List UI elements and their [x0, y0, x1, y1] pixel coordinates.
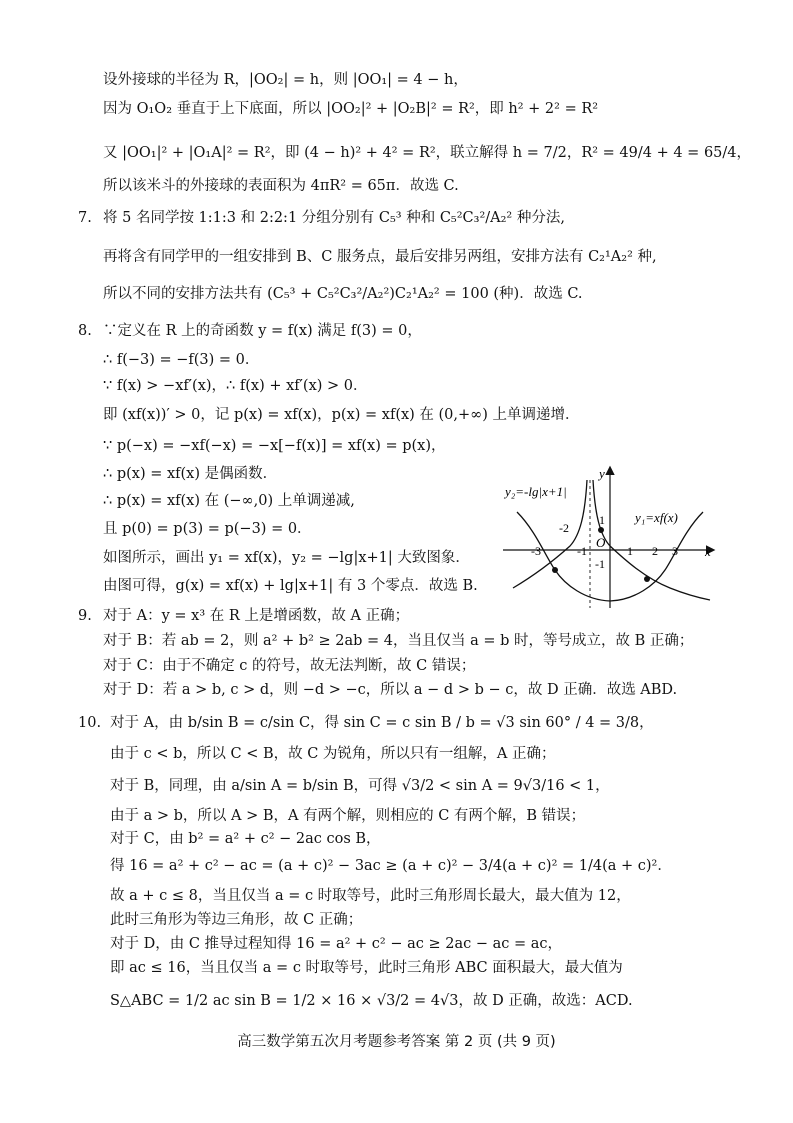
question-number: 7.: [78, 210, 92, 226]
axis-label-y: y: [599, 466, 605, 481]
tick-label: 2: [652, 544, 658, 558]
text-line: 对于 B，同理，由 a/sin A = b/sin B，可得 √3/2 < sin A = 9√3/16 < 1，: [110, 778, 610, 794]
text-line: ∵ f(x) > −xf′(x)，∴ f(x) + xf′(x) > 0．: [103, 378, 368, 394]
text-line: 对于 D，由 C 推导过程知得 16 = a² + c² − ac ≥ 2ac − ac = ac，: [110, 936, 562, 952]
page-footer: 高三数学第五次月考题参考答案 第 2 页 (共 9 页): [237, 1034, 556, 1050]
curve-label-y2: y₂=-lg|x+1|: [505, 484, 567, 499]
text-line: 由于 a > b，所以 A > B，A 有两个解，则相应的 C 有两个解，B 错误；: [110, 808, 586, 824]
text-line: 再将含有同学甲的一组安排到 B、C 服务点，最后安排另两组，安排方法有 C₂¹A₂² 种,: [103, 249, 657, 265]
text-line: ∴ p(x) = xf(x) 在 (−∞,0) 上单调递减,: [103, 493, 355, 509]
text-line: 设外接球的半径为 R，|OO₂| = h，则 |OO₁| = 4 − h，: [103, 72, 468, 88]
curve-label-y1: y₁=xf(x): [635, 510, 678, 525]
intersection-point: [552, 567, 558, 573]
text-line: 且 p(0) = p(3) = p(−3) = 0．: [103, 521, 312, 537]
text-line: 即 ac ≤ 16，当且仅当 a = c 时取等号，此时三角形 ABC 面积最大，最大值为: [110, 960, 623, 976]
text-line: 故 a + c ≤ 8，当且仅当 a = c 时取等号，此时三角形周长最大，最大值为 12，: [110, 888, 631, 904]
origin-label: O: [596, 535, 606, 550]
tick-label: -2: [559, 521, 569, 535]
question-number: 8.: [78, 323, 92, 339]
function-graph: [495, 460, 725, 610]
tick-label: -1: [577, 544, 587, 558]
text-line: 如图所示，画出 y₁ = xf(x)，y₂ = −lg|x+1| 大致图象．: [103, 550, 470, 566]
tick-label: 3: [672, 544, 678, 558]
text-line: 即 (xf(x))′ > 0，记 p(x) = xf(x)，p(x) = xf(x) 在 (0,+∞) 上单调递增．: [103, 407, 580, 423]
text-line: 所以该米斗的外接球的表面积为 4πR² = 65π．故选 C.: [103, 178, 459, 194]
text-line: 对于 B：若 ab = 2，则 a² + b² ≥ 2ab = 4，当且仅当 a = b 时，等号成立，故 B 正确；: [103, 633, 694, 649]
text-line: 因为 O₁O₂ 垂直于上下底面，所以 |OO₂|² + |O₂B|² = R²，即 h² + 2² = R²: [103, 101, 599, 117]
text-line: 又 |OO₁|² + |O₁A|² = R²，即 (4 − h)² + 4² = R²，联立解得 h = 7/2，R² = 49/4 + 4 = 65/4，: [103, 145, 752, 161]
tick-label: 1: [599, 513, 605, 527]
text-line: 对于 A：y = x³ 在 R 上是增函数，故 A 正确；: [103, 608, 410, 624]
text-line: 由图可得，g(x) = xf(x) + lg|x+1| 有 3 个零点．故选 B.: [103, 578, 478, 594]
text-line: 对于 C：由于不确定 c 的符号，故无法判断，故 C 错误；: [103, 658, 476, 674]
tick-label: 1: [627, 544, 633, 558]
intersection-point: [598, 527, 604, 533]
text-line: 得 16 = a² + c² − ac = (a + c)² − 3ac ≥ (a + c)² − 3/4(a + c)² = 1/4(a + c)²．: [110, 858, 672, 874]
text-line: S△ABC = 1/2 ac sin B = 1/2 × 16 × √3/2 = 4√3，故 D 正确，故选：ACD.: [110, 993, 633, 1009]
text-line: 对于 C，由 b² = a² + c² − 2ac cos B，: [110, 831, 381, 847]
text-line: 由于 c < b，所以 C < B，故 C 为锐角，所以只有一组解，A 正确；: [110, 746, 556, 762]
question-number: 9.: [78, 608, 92, 624]
text-line: ∵定义在 R 上的奇函数 y = f(x) 满足 f(3) = 0，: [103, 323, 422, 339]
text-line: 此时三角形为等边三角形，故 C 正确；: [110, 912, 363, 928]
text-line: 对于 D：若 a > b, c > d，则 −d > −c，所以 a − d > b − c，故 D 正确．故选 ABD.: [103, 682, 678, 698]
intersection-point: [644, 576, 650, 582]
text-line: 将 5 名同学按 1:1:3 和 2:2:1 分组分别有 C₅³ 种和 C₅²C₃²/A₂² 种分法,: [103, 210, 565, 226]
text-line: 对于 A，由 b/sin B = c/sin C，得 sin C = c sin B / b = √3 sin 60° / 4 = 3/8，: [110, 715, 654, 731]
text-line: ∴ f(−3) = −f(3) = 0．: [103, 352, 260, 368]
text-line: ∵ p(−x) = −xf(−x) = −x[−f(x)] = xf(x) = p(x)，: [103, 438, 446, 454]
tick-label: -3: [531, 544, 541, 558]
question-number: 10.: [78, 715, 102, 731]
tick-label: -1: [595, 557, 605, 571]
axis-label-x: x: [705, 544, 711, 559]
text-line: 所以不同的安排方法共有 (C₅³ + C₅²C₃²/A₂²)C₂¹A₂² = 100 (种)．故选 C.: [103, 286, 583, 302]
text-line: ∴ p(x) = xf(x) 是偶函数．: [103, 466, 278, 482]
